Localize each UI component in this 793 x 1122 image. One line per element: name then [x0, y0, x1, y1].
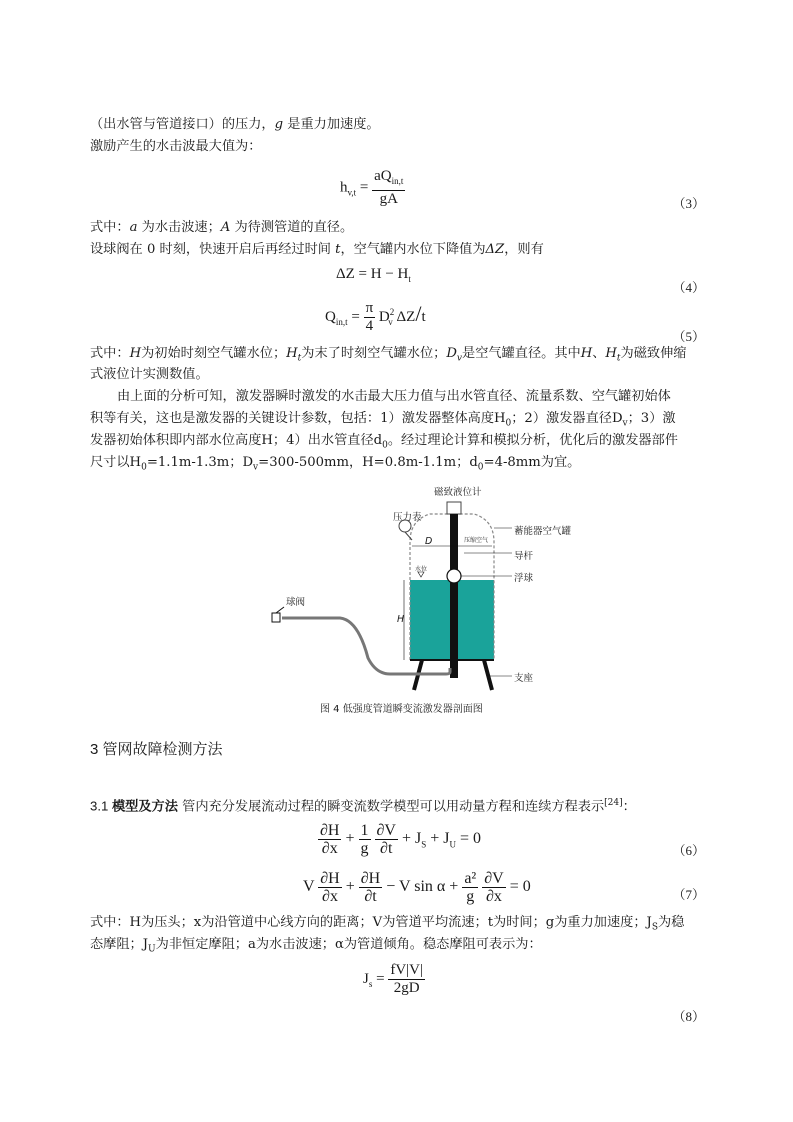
text-sub: v — [622, 418, 628, 429]
equation-6: $\frac{\partial H}{\partial x}$ + $\frac{1}{g}$ $\frac{\partial V}{\partial t}$ + $J_S + J_U = 0$ — [320, 822, 482, 857]
eq-sub: v — [388, 316, 393, 327]
valve-handle — [276, 607, 284, 613]
label-compressed-air: 压缩空气 — [464, 537, 489, 544]
text-fragment: 设球阀在 0 时刻，快速开启后再经过时间 — [90, 242, 336, 257]
symbol: H — [286, 346, 298, 361]
text-fragment: =4-8mm为宜。 — [483, 455, 581, 470]
equation-number: （7） — [672, 887, 705, 902]
fraction-denominator: g — [466, 888, 475, 905]
symbol-sub: v — [456, 353, 463, 364]
eq-text: D — [378, 308, 390, 325]
fraction-numerator: a² — [464, 870, 477, 887]
text-sub: S — [651, 922, 658, 933]
label-level-gauge: 磁致液位计 — [434, 487, 482, 498]
eq-lhs: h — [340, 179, 348, 196]
text-line — [90, 410, 676, 433]
text-fragment: ，则有 — [504, 242, 544, 257]
text-line — [90, 241, 544, 258]
text-line — [90, 219, 353, 236]
text-fragment: 式中：H为压头；x为沿管道中心线方向的距离；V为管道平均流速；t为时间；g为重力加速度；J — [90, 915, 652, 930]
text-fragment: 积等有关，这也是激发器的关键设计参数，包括：1）激发器整体高度H — [90, 411, 506, 426]
text-fragment: 为水击波速； — [137, 220, 221, 235]
eq-num: aQ — [374, 168, 392, 184]
text-sub: 0 — [141, 462, 147, 473]
label-pressure-gauge: 压力表 — [393, 512, 422, 523]
text-line — [90, 936, 542, 959]
symbol-sub: t — [616, 353, 621, 364]
fraction-numerator: 1 — [360, 822, 369, 839]
eq-sub: v,t — [347, 187, 357, 198]
support-leg-right — [484, 660, 492, 690]
fraction-numerator: fV|V| — [390, 962, 423, 978]
fraction-denominator: 2gD — [393, 980, 420, 996]
eq-text: t — [421, 308, 426, 325]
symbol: H — [129, 346, 142, 361]
figure-4 — [250, 480, 570, 695]
equation-number: （4） — [672, 280, 705, 295]
fraction-denominator: gA — [379, 191, 398, 207]
symbol: a — [129, 220, 138, 235]
text-fragment: 为待测管道的直径。 — [230, 220, 354, 235]
fraction — [388, 962, 425, 997]
symbol-sub: t — [297, 353, 302, 364]
text-fragment: ；3）激 — [627, 411, 676, 426]
fraction-numerator: ∂V — [376, 822, 396, 839]
equation-5: $Q_{in,t}$ = $\frac{\pi}{4}$ $D^2_v$ ΔZ/t — [325, 300, 426, 334]
text-fragment: 为非恒定摩阻；a为水击波速；α为管道倾角。稳态摩阻可表示为： — [155, 937, 542, 952]
fraction — [318, 822, 341, 857]
label-air-tank: 蓄能器空气罐 — [514, 526, 572, 537]
eq-text: + J — [401, 830, 422, 848]
fraction-denominator: ∂t — [364, 888, 377, 905]
fraction-denominator: g — [360, 840, 369, 857]
fraction-denominator: 4 — [365, 318, 374, 334]
fraction-numerator: ∂V — [484, 870, 504, 887]
fraction-numerator: ∂H — [360, 870, 381, 887]
fraction — [359, 870, 382, 905]
label-support: 支座 — [514, 673, 534, 684]
text-fragment: 是空气罐直径。其中 — [462, 346, 581, 361]
label-water-level: 水位 — [415, 566, 428, 573]
eq-text: = 0 — [509, 878, 531, 896]
eq-lhs: J — [363, 970, 369, 987]
equation-number: （3） — [672, 196, 705, 211]
eq-text: + J — [426, 830, 450, 848]
text-fragment: 态摩阻；J — [90, 937, 149, 952]
text-sub: 0 — [382, 440, 388, 451]
fraction — [372, 168, 405, 208]
subsection-title: 模型及方法 — [112, 798, 178, 814]
text-fragment: =300-500mm，H=0.8m-1.1m；d — [258, 455, 478, 470]
fraction — [482, 870, 505, 905]
text-sub: 0 — [505, 418, 512, 429]
text-fragment: 为初始时刻空气罐水位； — [141, 346, 287, 361]
citation: [24] — [604, 798, 623, 808]
eq-sub: t — [408, 274, 411, 284]
section-heading: 3 管网故障检测方法 — [90, 741, 223, 758]
text-line — [90, 345, 686, 368]
text-fragment: 式中： — [90, 346, 130, 361]
slash-symbol: / — [415, 300, 422, 326]
text-fragment: 式中： — [90, 220, 130, 235]
text-fragment: 为稳 — [657, 915, 685, 930]
text-sub: 0 — [477, 462, 484, 473]
equation-4 — [336, 266, 411, 284]
text-sub: U — [148, 944, 156, 955]
fraction-numerator — [372, 168, 405, 191]
fraction-numerator: ∂H — [320, 870, 340, 887]
ball-valve-icon — [272, 613, 280, 622]
equation-8: $J_s$ = $\frac{fV|V|}{2gD}$ — [363, 962, 423, 996]
fraction-numerator: π — [365, 300, 374, 316]
text-line — [90, 914, 684, 937]
text-fragment: 、 — [592, 346, 606, 361]
figure-caption: 图 4 低强度管道瞬变流激发器剖面图 — [320, 704, 483, 715]
text-fragment: 是重力加速度。 — [283, 117, 380, 132]
symbol: t — [335, 242, 341, 257]
symbol: g — [274, 117, 284, 132]
text-fragment: 发器初始体积即内部水位高度H；4）出水管直径d — [90, 433, 383, 448]
eq-sub: U — [449, 839, 456, 850]
text-line: 式液位计实测数值。 — [90, 367, 209, 382]
text-line: 由上面的分析可知，激发器瞬时激发的水击最大压力值与出水管直径、流量系数、空气罐初始体 — [117, 389, 671, 404]
text-fragment: ： — [622, 799, 636, 815]
text-fragment: ；2）激发器直径D — [511, 411, 623, 426]
fraction-denominator: ∂x — [321, 840, 338, 857]
text-line — [90, 454, 580, 477]
text-fragment: 。经过理论计算和模拟分析，优化后的激发器部件 — [387, 433, 678, 448]
eq-text: − V sin α + — [386, 878, 459, 896]
symbol: H — [580, 346, 593, 361]
label-d: D — [425, 536, 433, 547]
fraction-denominator: ∂t — [380, 840, 393, 857]
eq-text: V — [303, 878, 315, 896]
text-fragment: ，空气罐内水位下降值为 — [340, 242, 486, 257]
eq-sub: S — [421, 839, 427, 850]
fraction — [318, 870, 341, 905]
text-line: 激励产生的水击波最大值为： — [90, 139, 262, 154]
text-fragment: 为磁致伸缩 — [620, 346, 687, 361]
guide-rod — [450, 514, 458, 678]
symbol: D — [446, 346, 457, 361]
eq-text: ΔZ = H − H — [336, 266, 409, 282]
text-line — [90, 432, 678, 455]
text-fragment: 为末了时刻空气罐水位； — [301, 346, 447, 361]
equation-number: （6） — [672, 843, 705, 858]
text-line — [90, 795, 636, 815]
eq-sub: in,t — [391, 176, 404, 186]
fraction-numerator: ∂H — [320, 822, 340, 839]
eq-sub: in,t — [335, 316, 348, 327]
fraction — [375, 822, 398, 857]
label-h: H — [397, 614, 405, 625]
text-fragment: =1.1m-1.3m；D — [146, 455, 254, 470]
label-guide-rod: 导杆 — [514, 551, 534, 562]
text-line — [90, 116, 380, 133]
symbol: ΔZ — [485, 242, 505, 257]
text-fragment: 尺寸以H — [90, 455, 142, 470]
text-sub: v — [253, 462, 259, 473]
eq-text: = 0 — [455, 830, 482, 848]
equation-number: （8） — [672, 1009, 705, 1024]
equation-number: （5） — [672, 329, 705, 344]
symbol: H — [605, 346, 617, 361]
equation-3: $h_{v,t}$ = $\frac{aQ_{in,t}}{gA}$ — [340, 168, 404, 207]
level-gauge-head — [447, 502, 461, 514]
fraction — [462, 870, 478, 905]
fraction — [364, 300, 376, 335]
fraction — [359, 822, 371, 857]
subsection-number: 3.1 — [90, 798, 112, 814]
fraction-denominator: ∂x — [322, 888, 338, 905]
fraction-denominator: ∂x — [486, 888, 502, 905]
equation-7: V $\frac{\partial H}{\partial x}$ + $\frac{\partial H}{\partial t}$ − V sin α + $\frac{\text{a²}}{g}$ $\frac{\partial V}{\partial x}$ = 0 — [303, 870, 531, 905]
text-fragment: （出水管与管道接口）的压力， — [90, 117, 275, 132]
label-ball-valve: 球阀 — [286, 597, 306, 608]
eq-lhs: Q — [325, 308, 336, 325]
symbol: A — [220, 220, 231, 235]
float-ball — [447, 569, 461, 583]
eq-sub: s — [368, 978, 373, 989]
eq-text: ΔZ — [396, 308, 416, 325]
text-fragment: 管内充分发展流动过程的瞬变流数学模型可以用动量方程和连续方程表示 — [177, 799, 605, 815]
eq-sup: 2 — [389, 306, 395, 317]
label-float: 浮球 — [514, 573, 534, 584]
